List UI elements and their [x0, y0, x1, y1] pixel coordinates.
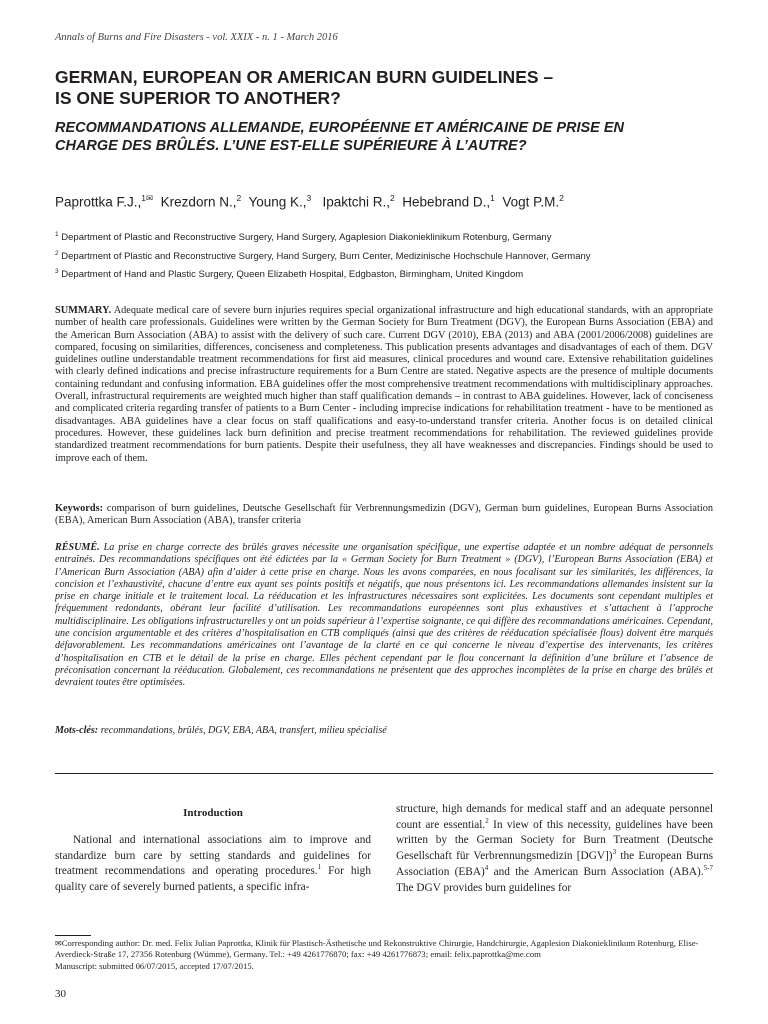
author-name: Krezdorn N.,: [160, 194, 237, 210]
author-name: Ipaktchi R.,: [322, 194, 391, 210]
affiliation-item: [55, 227, 735, 246]
author-list: [55, 193, 735, 210]
author-name: Hebebrand D.,: [402, 194, 491, 210]
citation-ref: 2: [485, 816, 489, 825]
body-text: For high quality care of severely burned patients, a specific infra-: [55, 865, 371, 894]
citation-ref: 5-7: [703, 864, 713, 873]
affiliation-text: Department of Hand and Plastic Surgery, Queen Elizabeth Hospital, Edgbaston, Birmingham, United Kingdom: [61, 269, 524, 281]
summary-abstract: [55, 305, 713, 465]
author-name: Paprottka F.J.,: [55, 194, 142, 210]
author-affiliation-ref: 3: [306, 193, 312, 203]
article-title: [55, 67, 735, 109]
author-affiliation-ref: 2: [236, 193, 242, 203]
journal-header: Annals of Burns and Fire Disasters - vol. XXIX - n. 1 - March 2016: [55, 32, 338, 43]
author-name: Vogt P.M.: [502, 194, 560, 210]
body-text: National and international associations aim to improve and standardize burn care by setting standards and guidelines for treatment recommendations and operating procedures.: [55, 834, 371, 878]
resume-label: RÉSUMÉ.: [55, 542, 100, 553]
resume-abstract: [55, 542, 713, 690]
summary-text: Adequate medical care of severe burn injuries requires special organizational infrastructure and high educational standards, with an appropriate number of health care professionals. Guidelines were written by the German Society for Burn Treatment (DGV), the European Burns Association (EBA) and the American Burn Association (ABA) to assist with the delivery of such care. Current DGV (2010), EBA (2013) and ABA (2001/2006/2008) guidelines are compared, focusing on similarities, differences, conciseness and completeness. This publication presents advantages and disadvantages of each of them. DGV guidelines outline understandable treatment recommendations for first aid measures, clinical procedures and wound care. Extensive rehabilitation guidelines with clearly defined indications and precise infrastructure requirements for a Burn Centre are stated. Negative aspects are the presence of multiple documents containing redundant and confusing information. EBA guidelines offer the most comprehensive treatment recommendations with multidisciplinary approaches. Overall, infrastructural requirements are weighted much higher than staff qualification demands – in contrast to ABA guidelines. However, lack of conciseness and complicated criteria regarding transfer of patients to a Burn Center - including imprecise indications for rehabilitation treatment - have to be mentioned as disadvantages. ABA guidelines have a clear focus on staff qualifications and easy-to-understand transfer criteria. Another focus is on detailed clinical procedures. However, these guidelines lack burn definition and precise treatment recommendations for rehabilitation. The reviewed guidelines provide standardized treatment recommendations for burn patients. Despite their usefulness, they all have weaknesses and discrepancies. Findings should be used to improve each of them.: [55, 305, 713, 464]
citation-ref: 1: [317, 863, 322, 872]
author-affiliation-ref: 2: [390, 193, 395, 203]
mots-cles: [55, 725, 713, 736]
article-title-french-line-2: CHARGE DES BRÛLÉS. L’UNE EST-ELLE SUPÉRIEURE À L’AUTRE?: [55, 138, 527, 154]
affiliation-item: [55, 264, 735, 283]
introduction-left-column: [55, 833, 371, 896]
body-text: structure, high demands for medical staff and an adequate personnel count are essential.: [396, 803, 713, 831]
keywords-label: Keywords:: [55, 503, 104, 514]
keywords-text: comparison of burn guidelines, Deutsche Gesellschaft für Verbrennungsmedizin (DGV), German burn guidelines, European Burns Association (EBA), American Burn Association (ABA), transfer criteria: [55, 503, 713, 527]
summary-label: SUMMARY.: [55, 305, 112, 316]
footnote-divider: [55, 935, 91, 936]
affiliation-number: 1: [55, 231, 59, 238]
citation-ref: 4: [484, 864, 489, 873]
affiliation-text: Department of Plastic and Reconstructive Surgery, Hand Surgery, Agaplesion Diakonieklinikum Rotenburg, Germany: [61, 232, 552, 244]
keywords: [55, 503, 713, 528]
article-title-french-line-1: RECOMMANDATIONS ALLEMANDE, EUROPÉENNE ET AMÉRICAINE DE PRISE EN: [55, 120, 625, 136]
affiliation-item: [55, 246, 735, 265]
affiliation-number: 2: [55, 249, 59, 257]
citation-ref: 3: [612, 848, 617, 857]
resume-text: La prise en charge correcte des brûlés graves nécessite une organisation spécifique, une expertise adaptée et un nombre adéquat de personnels entraînés. Des recommandations spécifiques ont été édictées par la « German Society for Burn Treatment » (DGV), l’European Burns Association (EBA) et l’American Burn Association (ABA) afin d’aider à cette prise en charge. Nous les avons comparées, en nous focalisant sur les similarités, les différences, la concision et l’exhaustivité, chacune d’entre eux ayant ses points positifs et négatifs, que nous présentons ici. Les recommandations allemandes insistent sur la prise en charge initiale et le traitement local. La rééducation et les infrastructures nécessaires sont explicitées. Les documents sont cependant multiples et fréquemment redondants, obérant leur facilité d’utilisation. Les recommandations européennes sont plus exhaustives et s’attachent à l’approche multidisciplinaire. Les obligations infrastructurelles y ont un poids supérieur à l’expertise soignante, ce qui diffère des recommandations américaines. Cependant, une concision argumentable et des critères d’hospitalisation en CTB compliqués (ainsi que des critères de rééducation spécialisée flous) doivent être marqués défavorablement. Les recommandations américaines ont l’avantage de la clarté en ce qui concerne le niveau d’expertise des intervenants, les critères d’hospitalisation en CTB et le détail de la prise en charge. Elles pèchent cependant par le flou concernant la définition d’une brûlure et l’absence de préconisation concernant la rééducation. Globalement, ces recommandations ne présentent que des approches incomplètes de la prise en charge des brûlés et devraient toutes être optimisées.: [55, 542, 713, 689]
author-affiliation-ref: 1: [490, 193, 495, 203]
manuscript-dates: Manuscript: submitted 06/07/2015, accepted 17/07/2015.: [55, 960, 254, 971]
page-number: 30: [55, 988, 66, 1000]
affiliation-number: 3: [55, 268, 59, 276]
introduction-right-column: [396, 802, 713, 896]
author-name: Young K.,: [248, 194, 307, 210]
body-text: The DGV provides burn guidelines for: [396, 881, 572, 894]
footnote-text: Corresponding author: Dr. med. Felix Julian Paprottka, Klinik für Plastisch-Ästhetische und Rekonstruktive Chirurgie, Handchirurgie, Agaplesion Diakonieklinikum Rotenburg, Elise-Averdieck-Straße 17, 27356 Rotenburg (Wümme), Germany. Tel.: +49 4261776870; fax: +49 4261776873; email: felix.paprottka@me.com: [55, 938, 699, 960]
body-text: the European Burns Association (EBA): [396, 850, 713, 878]
body-text: and the American Burn Association (ABA).: [488, 865, 704, 878]
envelope-icon: ✉: [55, 939, 62, 948]
introduction-heading: Introduction: [183, 807, 243, 819]
author-affiliation-ref: 2: [559, 193, 564, 203]
article-title-line-1: GERMAN, EUROPEAN OR AMERICAN BURN GUIDELINES –: [55, 67, 554, 87]
mots-cles-label: Mots-clés:: [55, 725, 99, 736]
author-affiliation-ref: 1: [141, 193, 147, 203]
article-title-french: [55, 119, 735, 155]
mots-cles-text: recommandations, brûlés, DGV, EBA, ABA, transfert, milieu spécialisé: [100, 725, 387, 736]
body-text: In view of this necessity, guidelines have been written by the German Society for Burn Treatment (Deutsche Gesellschaft für Verbrennungsmedizin [DGV]): [396, 818, 714, 863]
envelope-icon: ✉: [146, 193, 154, 203]
section-divider: [55, 773, 713, 774]
article-title-line-2: IS ONE SUPERIOR TO ANOTHER?: [55, 88, 341, 108]
corresponding-author-footnote: [55, 938, 713, 972]
affiliation-list: [55, 227, 735, 283]
affiliation-text: Department of Plastic and Reconstructive Surgery, Hand Surgery, Burn Center, Medizinische Hochschule Hannover, Germany: [61, 250, 591, 262]
